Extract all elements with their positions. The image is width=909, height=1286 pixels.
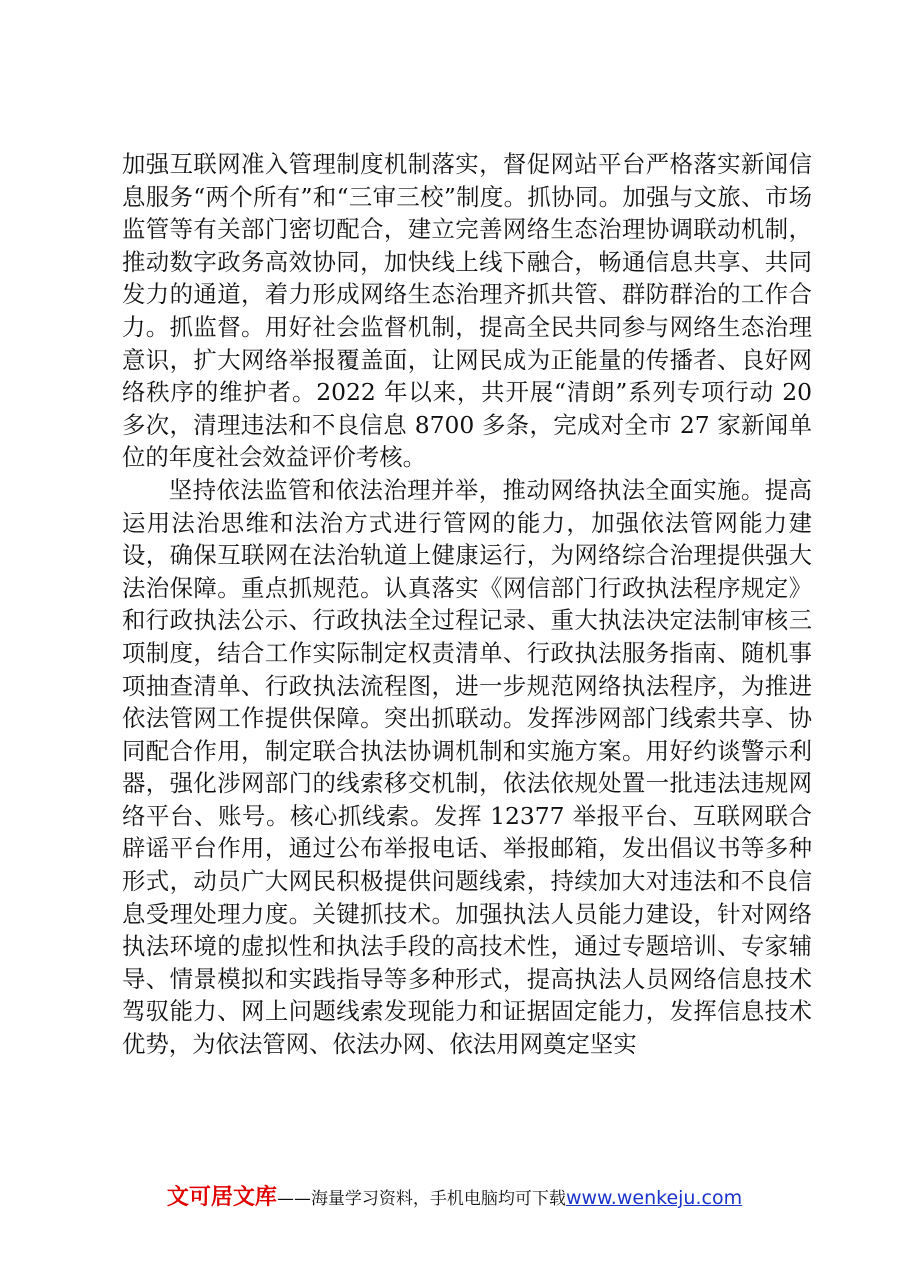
page-footer (0, 1180, 909, 1211)
paragraph-legal-enforcement: 坚持依法监管和依法治理并举，推动网络执法全面实施。提高运用法治思维和法治方式进行管网的能力，加强依法管网能力建设，确保互联网在法治轨道上健康运行，为网络综合治理提供强大法治保障。重点抓规范。认真落实《网信部门行政执法程序规定》和行政执法公示、行政执法全过程记录、重大执法决定法制审核三项制度，结合工作实际制定权责清单、行政执法服务指南、随机事项抽查清单、行政执法流程图，进一步规范网络执法程序，为推进依法管网工作提供保障。突出抓联动。发挥涉网部门线索共享、协同配合作用，制定联合执法协调机制和实施方案。用好约谈警示利器，强化涉网部门的线索移交机制，依法依规处置一批违法违规网络平台、账号。核心抓线索。发挥 12377 举报平台、互联网联合辟谣平台作用，通过公布举报电话、举报邮箱，发出倡议书等多种形式，动员广大网民积极提供问题线索，持续加大对违法和不良信息受理处理力度。关键抓技术。加强执法人员能力建设，针对网络执法环境的虚拟性和执法手段的高技术性，通过专题培训、专家辅导、情景模拟和实践指导等多种形式，提高执法人员网络信息技术驾驭能力、网上问题线索发现能力和证据固定能力，发挥信息技术优势，为依法管网、依法办网、依法用网奠定坚实 (122, 475, 812, 1059)
footer-site-link[interactable]: www.wenkeju.com (565, 1187, 743, 1209)
paragraph-continuation: 加强互联网准入管理制度机制落实，督促网站平台严格落实新闻信息服务“两个所有”和“三审三校”制度。抓协同。加强与文旅、市场监管等有关部门密切配合，建立完善网络生态治理协调联动机制，推动数字政务高效协同，加快线上线下融合，畅通信息共享、共同发力的通道，着力形成网络生态治理齐抓共管、群防群治的工作合力。抓监督。用好社会监督机制，提高全民共同参与网络生态治理意识，扩大网络举报覆盖面，让网民成为正能量的传播者、良好网络秩序的维护者。2022 年以来，共开展“清朗”系列专项行动 20 多次，清理违法和不良信息 8700 多条，完成对全市 27 家新闻单位的年度社会效益评价考核。 (122, 150, 812, 472)
footer-brand: 文可居文库 (166, 1185, 277, 1210)
document-body (122, 148, 812, 1061)
footer-tagline: ——海量学习资料，手机电脑均可下载 (276, 1189, 566, 1209)
